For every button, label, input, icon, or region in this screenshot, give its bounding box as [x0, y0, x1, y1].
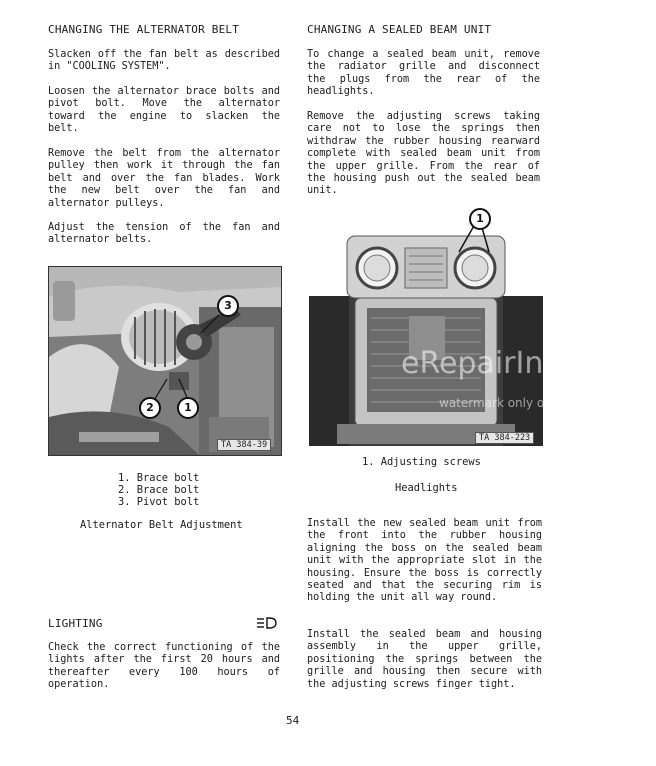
page-number: 54 [286, 714, 300, 727]
section-heading-alternator-belt: CHANGING THE ALTERNATOR BELT [48, 23, 240, 36]
paragraph-adjust-tension: Adjust the tension of the fan and alternator belts. [48, 222, 280, 246]
headlight-symbol-icon [256, 615, 278, 634]
headlights-illustration [309, 206, 543, 446]
watermark-subtext: watermark only on this sample [439, 396, 626, 410]
paragraph-install-housing: Install the sealed beam and housing assembly in the upper grille, positioning the springs between the grille and housing then secure with the adjusting screws finger tight. [307, 629, 542, 690]
legend-item: 1. Adjusting screws [362, 456, 481, 468]
legend-item: 3. Pivot bolt [118, 496, 200, 508]
callout-1: 1 [469, 208, 491, 230]
paragraph-remove-grille: To change a sealed beam unit, remove the radiator grille and disconnect the plugs from the rear of the headlights. [307, 49, 540, 98]
section-heading-lighting: LIGHTING [48, 617, 103, 630]
paragraph-remove-screws: Remove the adjusting screws taking care not to lose the springs then withdraw the rubber housing rearward complete with sealed beam unit from the upper grille. From the rear of the housing push out the sealed beam unit. [307, 111, 540, 197]
paragraph-slacken-belt: Slacken off the fan belt as described in "COOLING SYSTEM". [48, 49, 280, 73]
callout-2: 2 [139, 397, 161, 419]
figure-caption-alternator: Alternator Belt Adjustment [80, 519, 243, 531]
figure-tag: TA 384-223 [475, 432, 534, 444]
callout-1: 1 [177, 397, 199, 419]
legend-item: 2. Brace bolt [118, 484, 200, 496]
paragraph-lighting-check: Check the correct functioning of the lights after the first 20 hours and thereafter every 100 hours of operation. [48, 642, 280, 691]
paragraph-remove-belt: Remove the belt from the alternator pulley then work it through the fan belt and over the fan blades. Work the new belt over the fan and alternator pulleys. [48, 148, 280, 209]
paragraph-loosen-bolts: Loosen the alternator brace bolts and pivot bolt. Move the alternator toward the engine to slacken the belt. [48, 86, 280, 135]
alternator-photo [48, 266, 282, 456]
figure-caption-headlights: Headlights [395, 482, 458, 494]
watermark-text: eRepairInfo.com [401, 346, 646, 381]
alternator-illustration [49, 267, 281, 455]
callout-3: 3 [217, 295, 239, 317]
figure-tag: TA 384-39 [217, 439, 271, 451]
legend-item: 1. Brace bolt [118, 472, 200, 484]
headlights-photo [309, 206, 646, 446]
paragraph-install-new-unit: Install the new sealed beam unit from the front into the rubber housing aligning the boss on the sealed beam unit with the appropriate slot in the housing. Ensure the boss is correctly seated and that the securing rim is holding the unit all way round. [307, 518, 542, 604]
section-heading-sealed-beam: CHANGING A SEALED BEAM UNIT [307, 23, 492, 36]
